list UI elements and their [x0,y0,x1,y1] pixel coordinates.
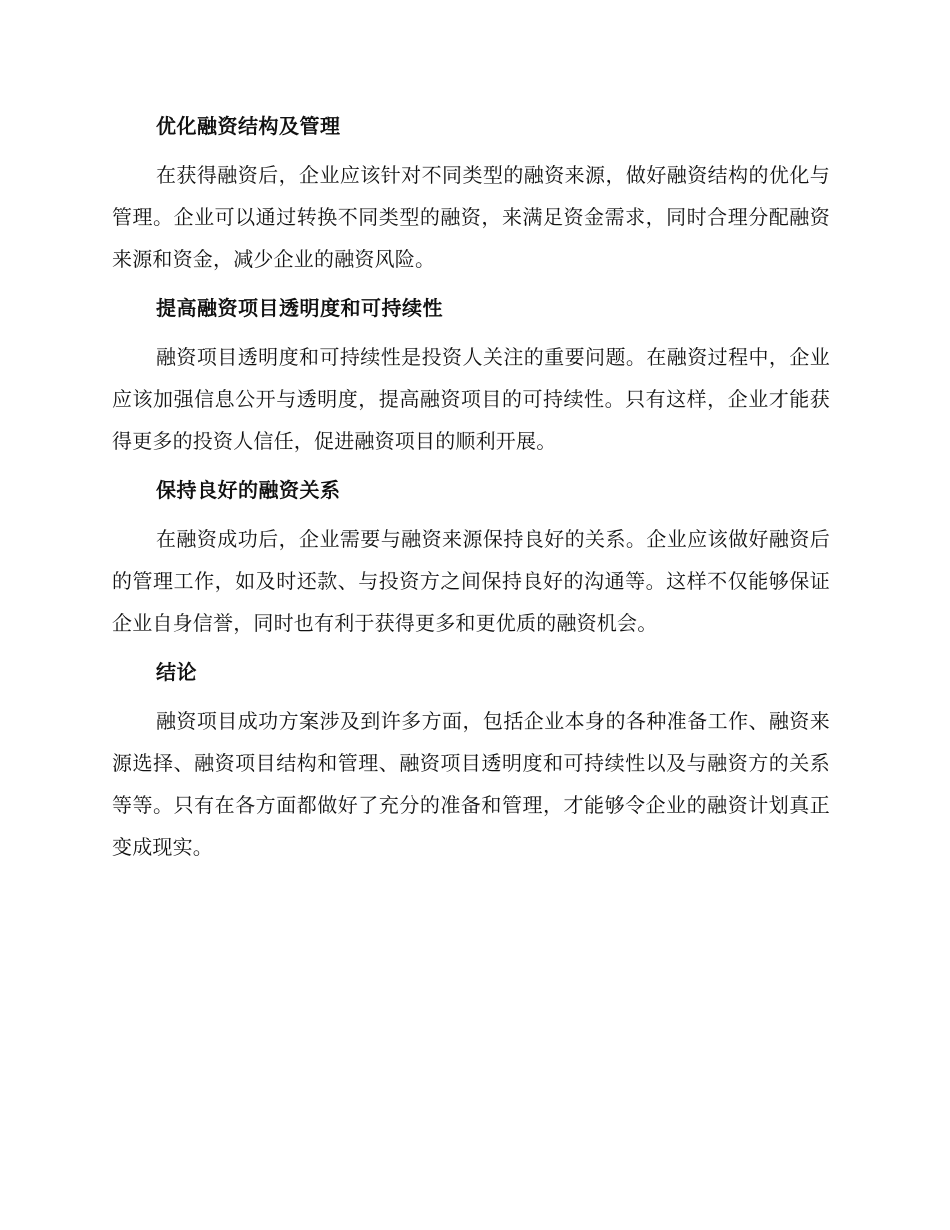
section-heading: 结论 [156,660,197,684]
section-optimize-structure [112,112,830,280]
section-relationship [112,476,830,644]
section-heading: 提高融资项目透明度和可持续性 [156,296,443,320]
section-heading: 优化融资结构及管理 [156,114,341,138]
document-body [112,112,830,882]
section-paragraph: 在融资成功后，企业需要与融资来源保持良好的关系。企业应该做好融资后的管理工作，如及时还款、与投资方之间保持良好的沟通等。这样不仅能够保证企业自身信誉，同时也有利于获得更多和更优质的融资机会。 [112,527,830,635]
section-paragraph: 在获得融资后，企业应该针对不同类型的融资来源，做好融资结构的优化与管理。企业可以通过转换不同类型的融资，来满足资金需求，同时合理分配融资来源和资金，减少企业的融资风险。 [112,163,830,271]
section-paragraph: 融资项目成功方案涉及到许多方面，包括企业本身的各种准备工作、融资来源选择、融资项目结构和管理、融资项目透明度和可持续性以及与融资方的关系等等。只有在各方面都做好了充分的准备和管理，才能够令企业的融资计划真正变成现实。 [112,709,830,859]
section-conclusion [112,658,830,868]
section-heading: 保持良好的融资关系 [156,478,341,502]
section-transparency [112,294,830,462]
section-paragraph: 融资项目透明度和可持续性是投资人关注的重要问题。在融资过程中，企业应该加强信息公开与透明度，提高融资项目的可持续性。只有这样，企业才能获得更多的投资人信任，促进融资项目的顺利开展。 [112,345,830,453]
